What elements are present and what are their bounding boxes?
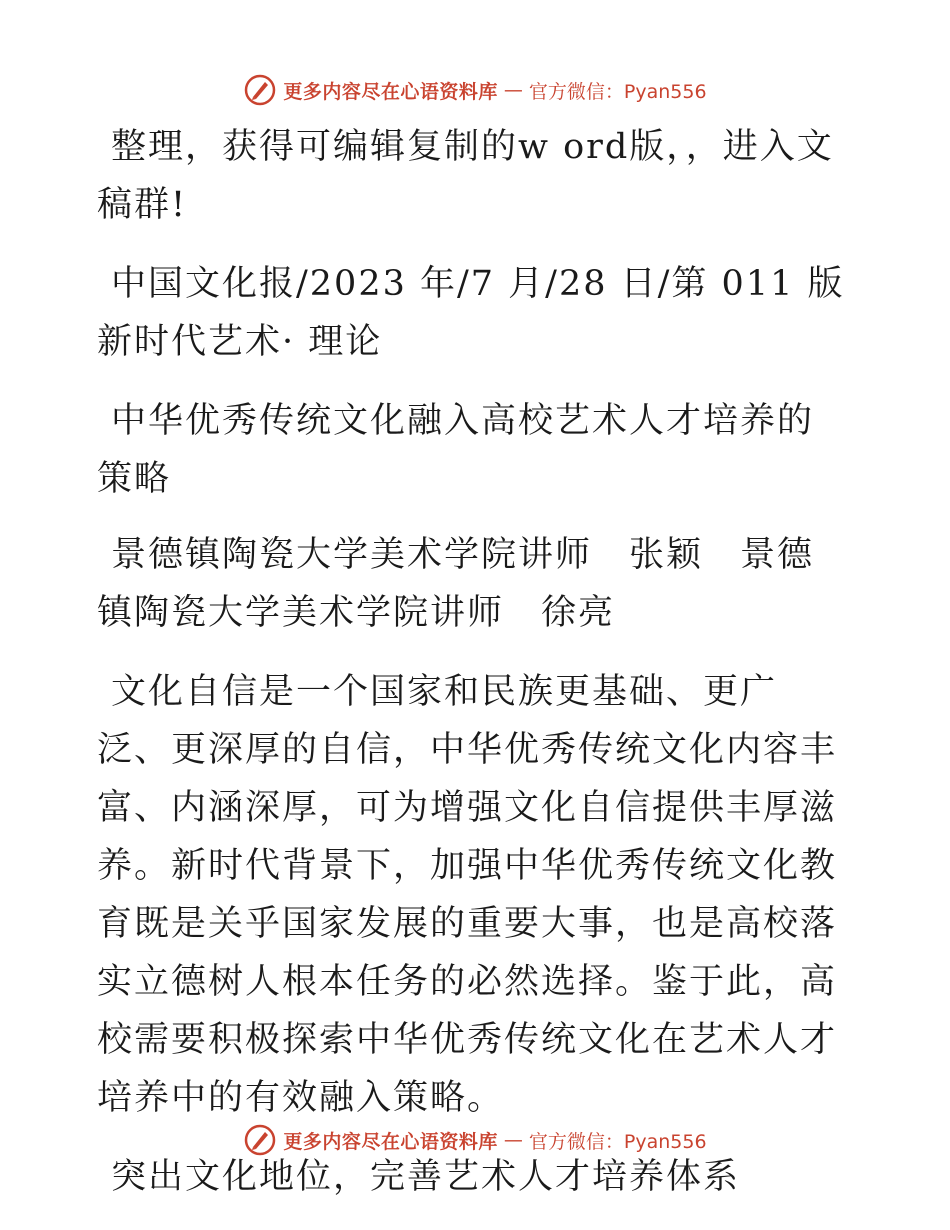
footer-wechat-text: 官方微信：Pyan556	[528, 1130, 707, 1153]
pen-logo-icon	[243, 1123, 277, 1157]
header-site-text: 更多内容尽在心语资料库	[283, 80, 498, 103]
footer-separator: —	[503, 1129, 523, 1151]
header-separator: —	[503, 79, 523, 101]
author-line: 景德镇陶瓷大学美术学院讲师 张颖 景德镇陶瓷大学美术学院讲师 徐亮	[97, 535, 815, 633]
source-line: 中国文化报/2023 年/7 月/28 日/第 011 版新时代艺术· 理论	[97, 264, 845, 362]
header-wechat-text: 官方微信：Pyan556	[528, 80, 707, 103]
footer-banner	[0, 1118, 950, 1162]
body-paragraph: 文化自信是一个国家和民族更基础、更广泛、更深厚的自信，中华优秀传统文化内容丰富、内涵深厚，可为增强文化自信提供丰厚滋养。新时代背景下，加强中华优秀传统文化教育既是关乎国家发展的重要大事，也是高校落实立德树人根本任务的必然选择。鉴于此，高校需要积极探索中华优秀传统文化在艺术人才培养中的有效融入策略。	[97, 672, 838, 1118]
footer-site-text: 更多内容尽在心语资料库	[283, 1130, 498, 1153]
header-banner	[0, 68, 950, 112]
pen-logo-icon	[243, 73, 277, 107]
section-heading: 突出文化地位，完善艺术人才培养体系	[111, 1157, 741, 1197]
intro-note: 整理，获得可编辑复制的w ord版，，进入文稿群!	[97, 127, 834, 225]
document-body	[97, 118, 849, 1227]
article-title: 中华优秀传统文化融入高校艺术人才培养的策略	[97, 401, 815, 499]
